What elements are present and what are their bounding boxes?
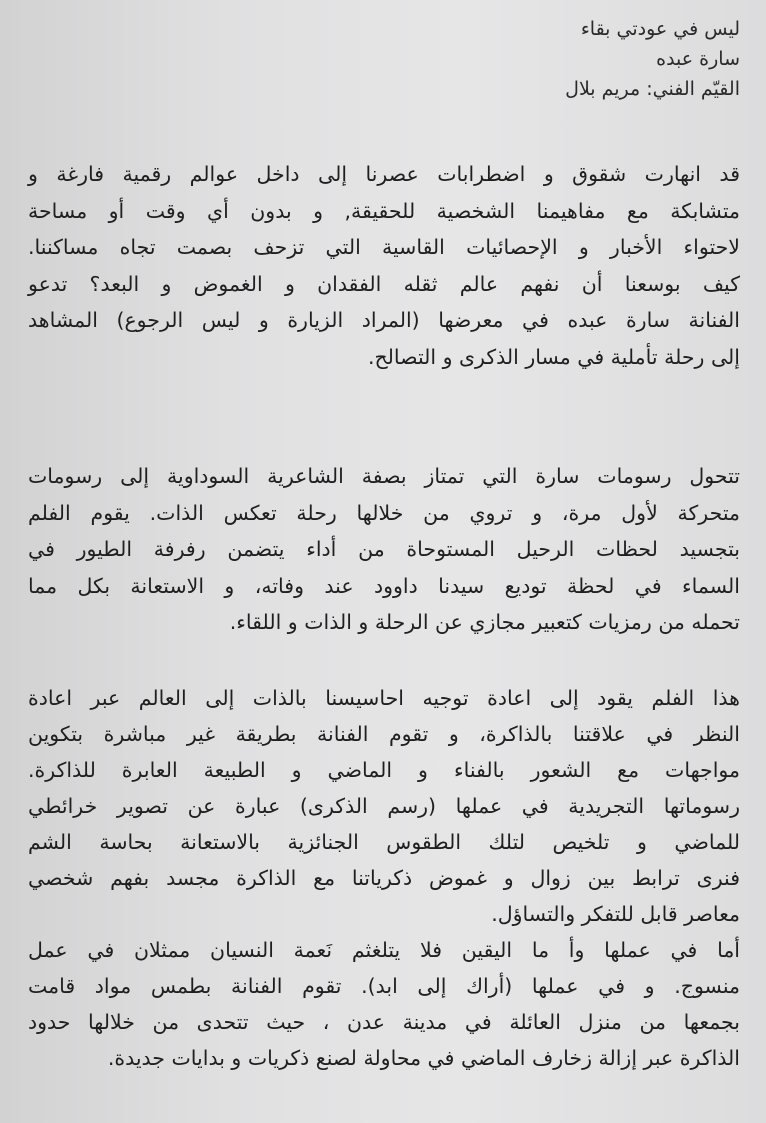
exhibition-header (340, 14, 740, 104)
text-line: قد انهارت شقوق و اضطرابات عصرنا إلى داخل عوالم رقمية فارغة و (28, 162, 740, 186)
text-line: تحمله من رمزيات كتعبير مجازي عن الرحلة و الذات و اللقاء. (229, 610, 740, 634)
paragraph-animation (28, 458, 740, 641)
text-line: تتحول رسومات سارة التي تمتاز بصفة الشاعرية السوداوية إلى رسومات (28, 464, 740, 488)
paragraph-intro (28, 156, 740, 375)
text-line: لاحتواء الأخبار و الإحصائيات القاسية التي تزحف بصمت تجاه مساكننا. (28, 235, 740, 259)
text-line: إلى رحلة تأملية في مسار الذكرى و التصالح. (367, 344, 740, 369)
artist-name: سارة عبده (656, 48, 740, 70)
text-line: فنرى ترابط بين زوال و غموض ذكرياتنا مع الذاكرة مجسد بفهم شخصي (28, 866, 740, 890)
text-line: بتجسيد لحظات الرحيل المستوحاة من أداء يتضمن رفرفة الطيور في (28, 537, 740, 561)
text-line: منسوج. و في عملها (أراك إلى ابد). تقوم الفنانة بطمس مواد قامت (28, 974, 740, 998)
text-line: للماضي و تلخيص لتلك الطقوس الجنائزية بالاستعانة بحاسة الشم (28, 830, 740, 854)
text-line: أما في عملها وأ ما اليقين فلا يتلغثم نَعمة النسيان ممثلان في عمل (28, 938, 740, 962)
curator-credit: القيّم الفني: مريم بلال (565, 78, 740, 100)
text-line: السماء في لحظة توديع سيدنا داوود عند وفاته، و الاستعانة بكل مما (28, 573, 740, 598)
text-line: متشابكة مع مفاهيمنا الشخصية للحقيقة, و بدون أي وقت أو مساحة (28, 198, 740, 223)
text-line: بجمعها من منزل العائلة في مدينة عدن ، حيث تتحدى من خلالها حدود (28, 1010, 740, 1034)
text-line: كيف بوسعنا أن نفهم عالم ثقله الفقدان و الغموض و البعد؟ تدعو (28, 271, 740, 296)
text-line: الذاكرة عبر إزالة زخارف الماضي في محاولة لصنع ذكريات و بدايات جديدة. (107, 1046, 740, 1070)
text-line: رسوماتها التجريدية في عملها (رسم الذكرى) عبارة عن تصوير خرائطي (28, 794, 740, 818)
text-line: الفنانة سارة عبده في معرضها (المراد الزيارة و ليس الرجوع) المشاهد (28, 308, 740, 332)
text-line: مواجهات مع الشعور بالفناء و الماضي و الطبيعة العابرة للذاكرة. (28, 758, 740, 782)
text-line: متحركة لأول مرة، و تروي من خلالها رحلة تعكس الذات. يقوم الفلم (28, 500, 740, 525)
text-line: هذا الفلم يقود إلى اعادة توجيه احاسيسنا بالذات إلى العالم عبر اعادة (28, 686, 740, 710)
text-line: معاصر قابل للتفكر والتساؤل. (491, 902, 740, 926)
paragraph-memory (28, 680, 740, 1076)
text-line: النظر في علاقتنا بالذاكرة، و تقوم الفنانة بطريقة غير مباشرة بتكوين (28, 722, 740, 746)
exhibition-title: ليس في عودتي بقاء (580, 18, 740, 40)
